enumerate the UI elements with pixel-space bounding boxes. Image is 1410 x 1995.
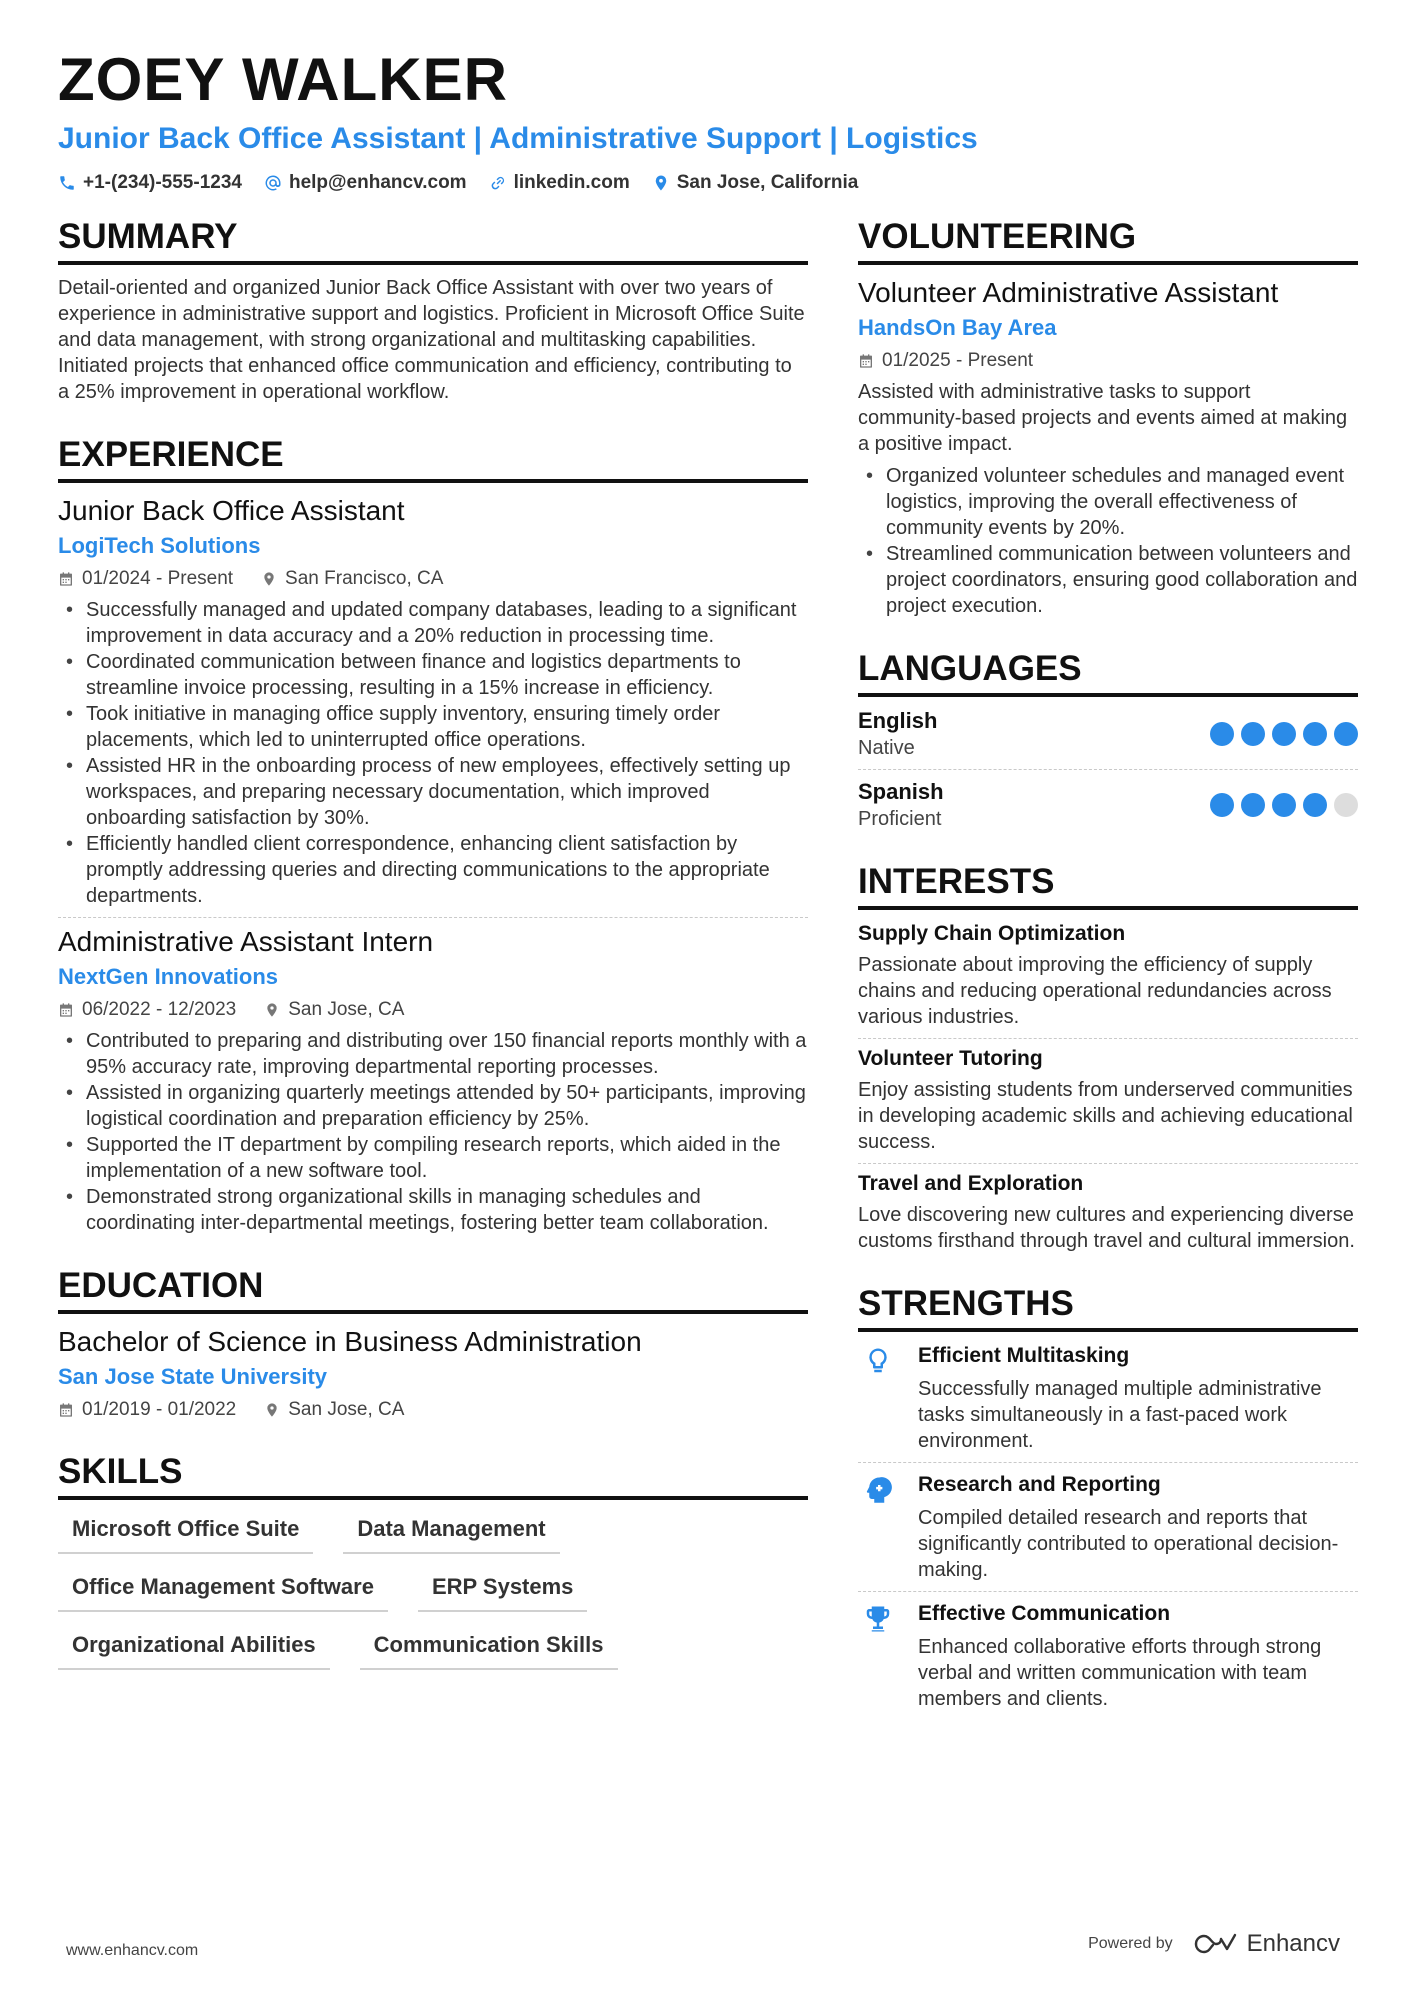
job-dates-text: 01/2024 - Present: [82, 568, 234, 589]
education-location-text: San Jose, CA: [288, 1399, 405, 1420]
candidate-role: Junior Back Office Assistant | Administrative Support | Logistics: [58, 122, 978, 155]
volunteering-section: [858, 215, 1358, 619]
location-pin-icon: [264, 1002, 280, 1018]
bullet-item: • Supported the IT department by compiling research reports, which aided in the implementation of a new software tool.: [58, 1132, 808, 1184]
education-location: [264, 1398, 404, 1422]
school-name: San Jose State University: [58, 1364, 328, 1389]
rating-dot-filled: [1210, 793, 1234, 817]
rating-dot-filled: [1241, 722, 1265, 746]
bullet-item: • Organized volunteer schedules and managed event logistics, improving the overall effectiveness of community events by 20%.: [858, 463, 1358, 541]
interest-entry: [858, 1170, 1358, 1254]
candidate-name: ZOEY WALKER: [58, 46, 508, 113]
education-meta: [58, 1398, 808, 1422]
strength-entry: [858, 1471, 1358, 1583]
job-location-text: San Jose, CA: [288, 999, 405, 1020]
skill-tag: ERP Systems: [418, 1570, 587, 1612]
interests-heading: INTERESTS: [858, 860, 1358, 910]
job-entry: [58, 493, 808, 909]
job-dates: [58, 998, 236, 1022]
experience-section: [58, 433, 808, 1236]
experience-heading: EXPERIENCE: [58, 433, 808, 483]
volunteer-meta: [858, 349, 1358, 373]
lightbulb-icon: [858, 1342, 898, 1454]
skills-list: [58, 1512, 808, 1670]
company-name: LogiTech Solutions: [58, 533, 261, 558]
bullet-item: • Streamlined communication between volunteers and project coordinators, ensuring good collaboration and project execution.: [858, 541, 1358, 619]
contact-location: [652, 172, 859, 194]
job-location: [264, 998, 404, 1022]
volunteer-description: Assisted with administrative tasks to support community-based projects and events aimed at making a positive impact.: [858, 381, 1348, 455]
skill-tag: Microsoft Office Suite: [58, 1512, 313, 1554]
location-pin-icon: [652, 174, 670, 192]
strength-title: Efficient Multitasking: [918, 1344, 1130, 1367]
calendar-icon: [58, 571, 74, 587]
phone-text: +1-(234)-555-1234: [83, 172, 242, 193]
volunteer-dates: [858, 349, 1033, 373]
job-title: Junior Back Office Assistant: [58, 495, 405, 526]
bullet-item: • Demonstrated strong organizational skills in managing schedules and coordinating inter-departmental meetings, fostering better team collaboration.: [58, 1184, 808, 1236]
language-name: English: [858, 708, 938, 733]
job-meta: [58, 567, 808, 591]
language-level: Native: [858, 737, 915, 759]
interest-title: Volunteer Tutoring: [858, 1047, 1043, 1070]
language-rating: [1210, 793, 1358, 817]
job-bullets: [58, 597, 808, 909]
calendar-icon: [858, 353, 874, 369]
divider: [858, 1462, 1358, 1463]
summary-text: Detail-oriented and organized Junior Back Office Assistant with over two years of experience in administrative support and logistics. Proficient in Microsoft Office Suite and data management, with strong organizational and multitasking capabilities. Initiated projects that enhanced office communication and efficiency, contributing to a 25% improvement in operational workflow.: [58, 277, 805, 403]
location-pin-icon: [264, 1402, 280, 1418]
bullet-item: • Efficiently handled client correspondence, enhancing client satisfaction by promptly addressing queries and directing communications to the appropriate departments.: [58, 831, 808, 909]
strength-entry: [858, 1342, 1358, 1454]
interest-entry: [858, 1045, 1358, 1155]
language-entry: [858, 707, 1358, 761]
skill-tag: Communication Skills: [360, 1628, 618, 1670]
education-dates: [58, 1398, 236, 1422]
interest-desc: Love discovering new cultures and experiencing diverse customs firsthand through travel and cultural immersion.: [858, 1204, 1355, 1252]
strength-desc: Enhanced collaborative efforts through strong verbal and written communication with team members and clients.: [918, 1636, 1322, 1710]
trophy-icon: [863, 1604, 893, 1634]
resume-header: [58, 44, 1358, 194]
volunteer-bullets: [858, 463, 1358, 619]
summary-heading: SUMMARY: [58, 215, 808, 265]
contact-linkedin[interactable]: [489, 172, 630, 194]
strength-desc: Compiled detailed research and reports that significantly contributed to operational decision-making.: [918, 1507, 1339, 1581]
job-meta: [58, 998, 808, 1022]
brand-logo[interactable]: [1193, 1930, 1340, 1958]
bullet-item: • Took initiative in managing office supply inventory, ensuring timely order placements, which led to uninterrupted office operations.: [58, 701, 808, 753]
strength-desc: Successfully managed multiple administrative tasks simultaneously in a fast-paced work environment.: [918, 1378, 1322, 1452]
calendar-icon: [58, 1402, 74, 1418]
powered-by-text: Powered by: [1088, 1935, 1173, 1952]
contact-email[interactable]: [264, 172, 467, 194]
language-name: Spanish: [858, 779, 944, 804]
rating-dot-filled: [1241, 793, 1265, 817]
divider: [858, 1163, 1358, 1164]
link-icon: [489, 174, 507, 192]
language-entry: [858, 778, 1358, 832]
bullet-item: • Contributed to preparing and distributing over 150 financial reports monthly with a 95% accuracy rate, improving departmental reporting processes.: [58, 1028, 808, 1080]
bullet-item: • Assisted in organizing quarterly meetings attended by 50+ participants, improving logistical coordination and preparation efficiency by 25%.: [58, 1080, 808, 1132]
interest-entry: [858, 920, 1358, 1030]
interests-section: [858, 860, 1358, 1254]
volunteer-role: Volunteer Administrative Assistant: [858, 277, 1279, 308]
volunteer-org: HandsOn Bay Area: [858, 315, 1057, 340]
strength-entry: [858, 1600, 1358, 1712]
job-location-text: San Francisco, CA: [285, 568, 444, 589]
strengths-heading: STRENGTHS: [858, 1282, 1358, 1332]
at-icon: [264, 174, 282, 192]
divider: [858, 769, 1358, 770]
languages-section: [858, 647, 1358, 832]
contact-bar: [58, 172, 1358, 194]
skill-tag: Organizational Abilities: [58, 1628, 330, 1670]
skills-section: [58, 1450, 808, 1670]
divider: [858, 1591, 1358, 1592]
head-brain-icon: [858, 1471, 898, 1583]
right-column: [858, 215, 1358, 1740]
lightbulb-icon: [863, 1346, 893, 1376]
rating-dot-filled: [1272, 722, 1296, 746]
job-title: Administrative Assistant Intern: [58, 926, 434, 957]
summary-section: [58, 215, 808, 405]
interest-desc: Enjoy assisting students from underserved communities in developing academic skills and achieving educational success.: [858, 1079, 1353, 1153]
language-rating: [1210, 722, 1358, 746]
email-text: help@enhancv.com: [288, 172, 467, 193]
job-bullets: [58, 1028, 808, 1236]
rating-dot-filled: [1303, 722, 1327, 746]
skills-heading: SKILLS: [58, 1450, 808, 1500]
volunteering-heading: VOLUNTEERING: [858, 215, 1358, 265]
rating-dot-filled: [1334, 722, 1358, 746]
calendar-icon: [58, 1002, 74, 1018]
skill-tag: Office Management Software: [58, 1570, 388, 1612]
rating-dot-filled: [1210, 722, 1234, 746]
bullet-item: • Coordinated communication between finance and logistics departments to streamline invoice processing, resulting in a 15% increase in efficiency.: [58, 649, 808, 701]
job-location: [261, 567, 443, 591]
interest-desc: Passionate about improving the efficiency of supply chains and reducing operational redundancies across various industries.: [858, 954, 1332, 1028]
location-pin-icon: [261, 571, 277, 587]
education-heading: EDUCATION: [58, 1264, 808, 1314]
contact-phone[interactable]: [58, 172, 242, 194]
divider: [58, 917, 808, 918]
language-level: Proficient: [858, 808, 942, 830]
job-entry: [58, 924, 808, 1236]
education-section: [58, 1264, 808, 1422]
job-dates: [58, 567, 233, 591]
trophy-icon: [858, 1600, 898, 1712]
rating-dot-filled: [1272, 793, 1296, 817]
job-dates-text: 06/2022 - 12/2023: [82, 999, 237, 1020]
interest-title: Travel and Exploration: [858, 1172, 1084, 1195]
brand-name: Enhancv: [1246, 1930, 1340, 1957]
interest-title: Supply Chain Optimization: [858, 922, 1126, 945]
degree-title: Bachelor of Science in Business Administration: [58, 1326, 642, 1357]
languages-heading: LANGUAGES: [858, 647, 1358, 697]
footer-website[interactable]: www.enhancv.com: [66, 1942, 199, 1959]
volunteer-dates-text: 01/2025 - Present: [882, 350, 1034, 371]
location-text: San Jose, California: [676, 172, 859, 193]
education-dates-text: 01/2019 - 01/2022: [82, 1399, 237, 1420]
left-column: [58, 215, 808, 1698]
divider: [858, 1038, 1358, 1039]
linkedin-text: linkedin.com: [513, 172, 630, 193]
strength-title: Research and Reporting: [918, 1473, 1161, 1496]
head-brain-icon: [863, 1475, 893, 1505]
rating-dot-empty: [1334, 793, 1358, 817]
bullet-item: • Assisted HR in the onboarding process of new employees, effectively setting up workspaces, and preparing necessary documentation, which improved onboarding satisfaction by 30%.: [58, 753, 808, 831]
skill-tag: Data Management: [343, 1512, 559, 1554]
rating-dot-filled: [1303, 793, 1327, 817]
strengths-section: [858, 1282, 1358, 1712]
bullet-item: • Successfully managed and updated company databases, leading to a significant improvement in data accuracy and a 20% reduction in processing time.: [58, 597, 808, 649]
footer-branding: [1088, 1930, 1340, 1958]
phone-icon: [58, 174, 76, 192]
enhancv-logo-icon: [1193, 1932, 1239, 1956]
strength-title: Effective Communication: [918, 1602, 1171, 1625]
company-name: NextGen Innovations: [58, 964, 279, 989]
